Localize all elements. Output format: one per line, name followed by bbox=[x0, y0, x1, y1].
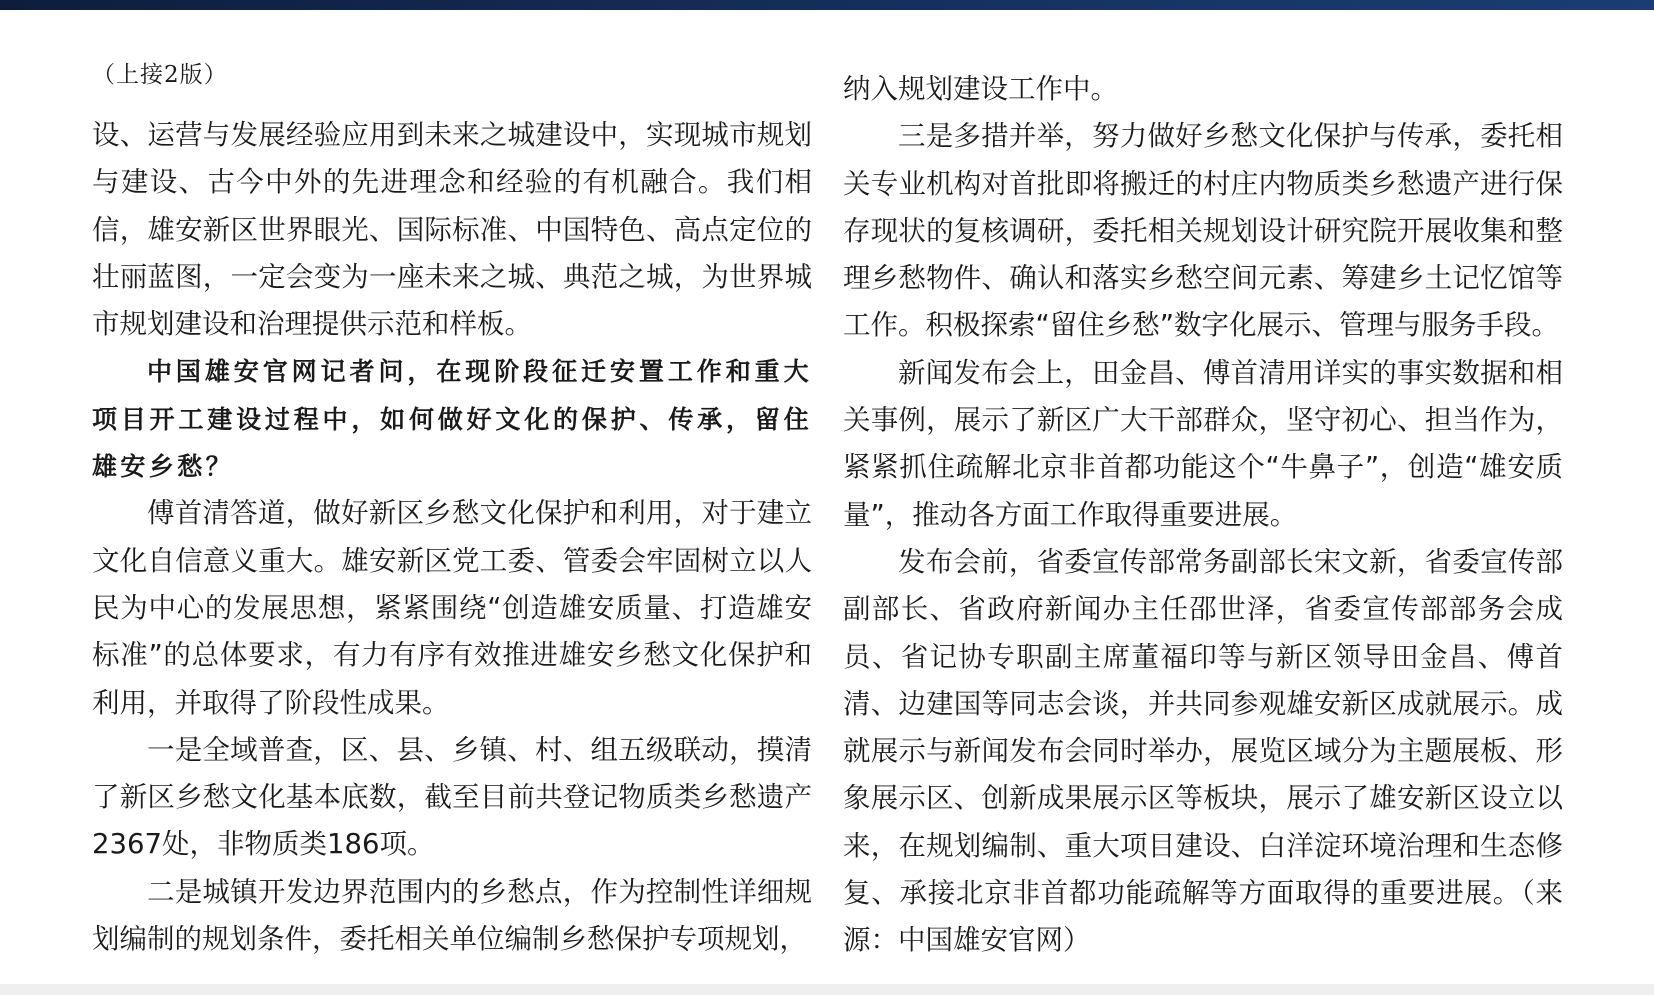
footer-strip bbox=[0, 984, 1654, 995]
reporter-question: 中国雄安官网记者问，在现阶段征迁安置工作和重大项目开工建设过程中，如何做好文化的保护、传承，留住雄安乡愁？ bbox=[92, 357, 812, 482]
continuation-note: （上接2版） bbox=[92, 62, 228, 88]
header-color-bar bbox=[0, 0, 1654, 10]
article-paragraph: 傅首清答道，做好新区乡愁文化保护和利用，对于建立文化自信意义重大。雄安新区党工委、管委会牢固树立以人民为中心的发展思想，紧紧围绕“创造雄安质量、打造雄安标准”的总体要求，有力有序有效推进雄安乡愁文化保护和利用，并取得了阶段性成果。 bbox=[92, 497, 812, 719]
article-paragraph: 三是多措并举，努力做好乡愁文化保护与传承，委托相关专业机构对首批即将搬迁的村庄内物质类乡愁遗产进行保存现状的复核调研，委托相关规划设计研究院开展收集和整理乡愁物件、确认和落实乡愁空间元素、筹建乡土记忆馆等工作。积极探索“留住乡愁”数字化展示、管理与服务手段。 bbox=[843, 120, 1563, 342]
article-paragraph: 纳入规划建设工作中。 bbox=[843, 73, 1118, 105]
article-paragraph: 二是城镇开发边界范围内的乡愁点，作为控制性详细规划编制的规划条件，委托相关单位编制乡愁保护专项规划， bbox=[92, 875, 812, 956]
article-paragraph: 一是全域普查，区、县、乡镇、村、组五级联动，摸清了新区乡愁文化基本底数，截至目前共登记物质类乡愁遗产2367处，非物质类186项。 bbox=[92, 733, 812, 861]
article-paragraph: 设、运营与发展经验应用到未来之城建设中，实现城市规划与建设、古今中外的先进理念和经验的有机融合。我们相信，雄安新区世界眼光、国际标准、中国特色、高点定位的壮丽蓝图，一定会变为一座未来之城、典范之城，为世界城市规划建设和治理提供示范和样板。 bbox=[92, 119, 812, 341]
article-paragraph: 新闻发布会上，田金昌、傅首清用详实的事实数据和相关事例，展示了新区广大干部群众，坚守初心、担当作为，紧紧抓住疏解北京非首都功能这个“牛鼻子”，创造“雄安质量”，推动各方面工作取得重要进展。 bbox=[843, 356, 1563, 531]
article-paragraph: 发布会前，省委宣传部常务副部长宋文新，省委宣传部副部长、省政府新闻办主任邵世泽，省委宣传部部务会成员、省记协专职副主席董福印等与新区领导田金昌、傅首清、边建国等同志会谈，并共同参观雄安新区成就展示。成就展示与新闻发布会同时举办，展览区域分为主题展板、形象展示区、创新成果展示区等板块，展示了雄安新区设立以来，在规划编制、重大项目建设、白洋淀环境治理和生态修复、承接北京非首都功能疏解等方面取得的重要进展。（来源：中国雄安官网） bbox=[843, 545, 1563, 957]
